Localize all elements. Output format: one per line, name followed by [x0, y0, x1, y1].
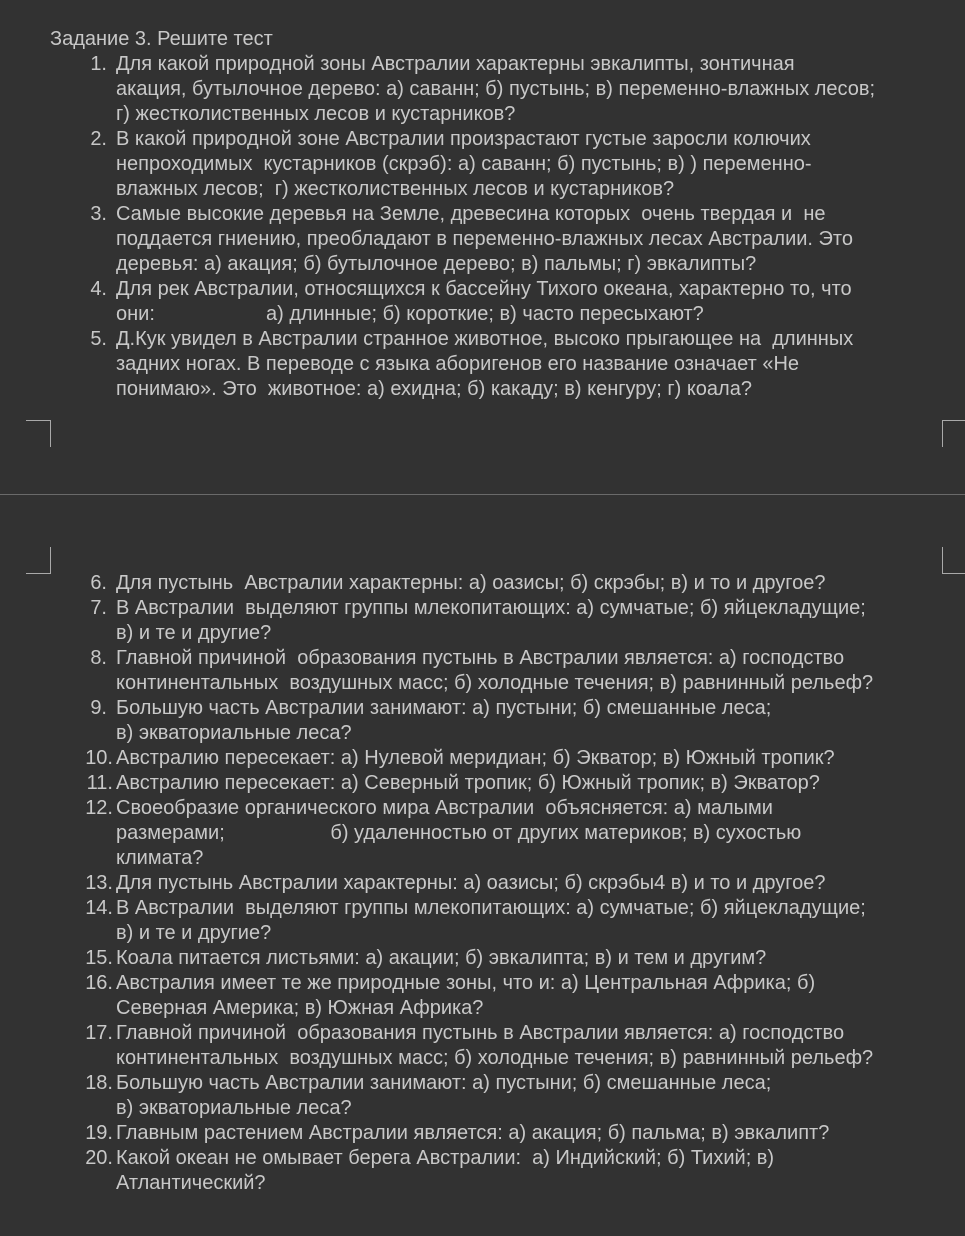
question-number: 2.: [90, 128, 107, 150]
question-text-line: Австралию пересекает: а) Северный тропик; б) Южный тропик; в) Экватор?: [116, 772, 820, 794]
question-text-line: они: а) длинные; б) короткие; в) часто пересыхают?: [116, 303, 704, 325]
question-text-line: В Австралии выделяют группы млекопитающих: а) сумчатые; б) яйцекладущие;: [116, 597, 866, 619]
question-number: 17.: [85, 1022, 113, 1044]
question-item: [0, 746, 961, 771]
question-text-line: поддается гниению, преобладают в переменно-влажных лесах Австралии. Это: [116, 228, 853, 250]
question-text-line: акация, бутылочное дерево: а) саванн; б) пустынь; в) переменно-влажных лесов;: [116, 78, 876, 100]
question-item: [0, 1146, 961, 1196]
question-item: [0, 1121, 961, 1146]
question-text-line: Своеобразие органического мира Австралии объясняется: а) малыми: [116, 797, 773, 819]
question-number: 8.: [90, 647, 107, 669]
question-number: 14.: [85, 897, 113, 919]
question-text-line: Главной причиной образования пустынь в Австралии является: а) господство: [116, 647, 845, 669]
question-item: [0, 796, 961, 871]
document-page-1: [0, 0, 965, 494]
question-list-top: [0, 52, 961, 402]
question-text-line: Австралию пересекает: а) Нулевой меридиан; б) Экватор; в) Южный тропик?: [116, 747, 835, 769]
question-item: [0, 571, 961, 596]
question-number: 6.: [90, 572, 107, 594]
question-number: 7.: [90, 597, 107, 619]
question-number: 10.: [85, 747, 113, 769]
question-text-line: Для рек Австралии, относящихся к бассейну Тихого океана, характерно то, что: [116, 278, 852, 300]
question-text-line: г) жестколиственных лесов и кустарников?: [116, 103, 516, 125]
question-item: [0, 202, 961, 277]
question-number: 19.: [85, 1122, 113, 1144]
question-text-line: понимаю». Это животное: а) ехидна; б) какаду; в) кенгуру; г) коала?: [116, 378, 752, 400]
question-item: [0, 596, 961, 646]
question-number: 15.: [85, 947, 113, 969]
question-text-line: климата?: [116, 847, 204, 869]
question-text-line: Австралия имеет те же природные зоны, что и: а) Центральная Африка; б): [116, 972, 816, 994]
question-text-line: Самые высокие деревья на Земле, древесина которых очень твердая и не: [116, 203, 826, 225]
question-text-line: Для какой природной зоны Австралии характерны эвкалипты, зонтичная: [116, 53, 795, 75]
question-number: 3.: [90, 203, 107, 225]
question-item: [0, 1021, 961, 1071]
question-text-line: в) экваториальные леса?: [116, 722, 352, 744]
question-text-line: в) и те и другие?: [116, 622, 272, 644]
question-number: 13.: [85, 872, 113, 894]
question-text-line: непроходимых кустарников (скрэб): а) саванн; б) пустынь; в) ) переменно-: [116, 153, 812, 175]
question-number: 1.: [90, 53, 107, 75]
question-item: [0, 896, 961, 946]
question-text-line: континентальных воздушных масс; б) холодные течения; в) равнинный рельеф?: [116, 1047, 874, 1069]
question-item: [0, 1071, 961, 1121]
question-text-line: в) экваториальные леса?: [116, 1097, 352, 1119]
question-number: 12.: [85, 797, 113, 819]
question-text-line: Главной причиной образования пустынь в Австралии является: а) господство: [116, 1022, 845, 1044]
page-corner-mark-top-left: [26, 420, 51, 447]
question-text-line: Д.Кук увидел в Австралии странное животное, высоко прыгающее на длинных: [116, 328, 854, 350]
question-text-line: задних ногах. В переводе с языка аборигенов его название означает «Не: [116, 353, 800, 375]
question-text-line: Главным растением Австралии является: а) акация; б) пальма; в) эвкалипт?: [116, 1122, 830, 1144]
question-text-line: Коала питается листьями: а) акации; б) эвкалипта; в) и тем и другим?: [116, 947, 767, 969]
question-list-bottom: [0, 571, 961, 1196]
question-text-line: Для пустынь Австралии характерны: а) оазисы; б) скрэбы; в) и то и другое?: [116, 572, 826, 594]
question-text-line: В Австралии выделяют группы млекопитающих: а) сумчатые; б) яйцекладущие;: [116, 897, 866, 919]
question-number: 5.: [90, 328, 107, 350]
question-number: 11.: [86, 772, 113, 794]
question-number: 9.: [90, 697, 107, 719]
question-text-line: Какой океан не омывает берега Австралии: а) Индийский; б) Тихий; в): [116, 1147, 775, 1169]
question-item: [0, 277, 961, 327]
page-corner-mark-top-right: [942, 420, 965, 447]
page-break-divider: [0, 494, 965, 495]
question-item: [0, 327, 961, 402]
question-item: [0, 646, 961, 696]
question-text-line: влажных лесов; г) жестколиственных лесов и кустарников?: [116, 178, 675, 200]
question-text-line: в) и те и другие?: [116, 922, 272, 944]
question-text-line: Большую часть Австралии занимают: а) пустыни; б) смешанные леса;: [116, 697, 772, 719]
question-number: 20.: [85, 1147, 113, 1169]
question-number: 4.: [90, 278, 107, 300]
question-item: [0, 946, 961, 971]
question-text-line: Большую часть Австралии занимают: а) пустыни; б) смешанные леса;: [116, 1072, 772, 1094]
question-item: [0, 52, 961, 127]
question-item: [0, 971, 961, 1021]
question-text-line: размерами; б) удаленностью от других материков; в) сухостью: [116, 822, 802, 844]
question-item: [0, 696, 961, 746]
question-text-line: В какой природной зоне Австралии произрастают густые заросли колючих: [116, 128, 811, 150]
question-item: [0, 771, 961, 796]
question-item: [0, 127, 961, 202]
question-item: [0, 871, 961, 896]
task-title: Задание 3. Решите тест: [50, 28, 273, 50]
question-text-line: Атлантический?: [116, 1172, 266, 1194]
question-text-line: Для пустынь Австралии характерны: а) оазисы; б) скрэбы4 в) и то и другое?: [116, 872, 826, 894]
question-number: 16.: [85, 972, 113, 994]
question-text-line: континентальных воздушных масс; б) холодные течения; в) равнинный рельеф?: [116, 672, 874, 694]
question-number: 18.: [85, 1072, 113, 1094]
question-text-line: деревья: а) акация; б) бутылочное дерево; в) пальмы; г) эвкалипты?: [116, 253, 757, 275]
question-text-line: Северная Америка; в) Южная Африка?: [116, 997, 484, 1019]
